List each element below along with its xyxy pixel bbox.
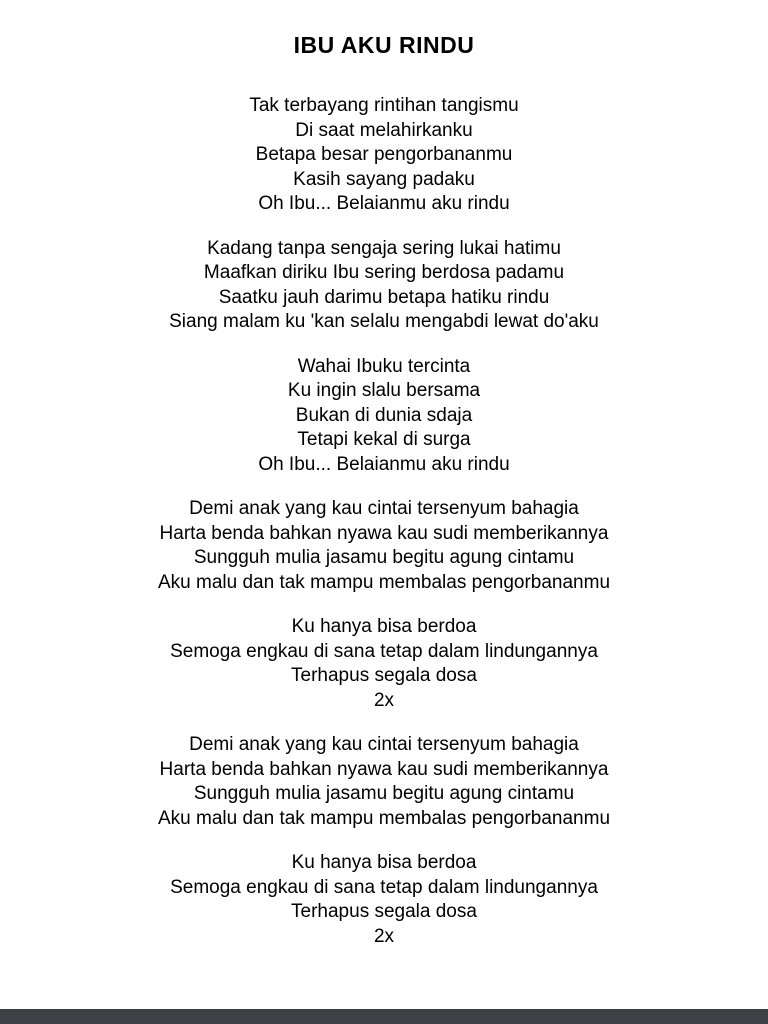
lyric-line: Kadang tanpa sengaja sering lukai hatimu bbox=[207, 237, 561, 259]
stanza bbox=[0, 497, 768, 595]
stanza bbox=[0, 355, 768, 478]
lyric-line: Harta benda bahkan nyawa kau sudi memberikannya bbox=[159, 758, 609, 780]
lyric-line: Demi anak yang kau cintai tersenyum bahagia bbox=[189, 498, 579, 519]
lyric-line: Kasih sayang padaku bbox=[293, 168, 475, 190]
lyric-line: Ku hanya bisa berdoa bbox=[291, 616, 477, 637]
lyric-line: Harta benda bahkan nyawa kau sudi memberikannya bbox=[159, 522, 609, 544]
lyric-line: Betapa besar pengorbananmu bbox=[255, 144, 513, 165]
lyric-line: Oh Ibu... Belaianmu aku rindu bbox=[258, 193, 510, 214]
lyric-line: Demi anak yang kau cintai tersenyum bahagia bbox=[189, 734, 579, 755]
lyric-line: Sungguh mulia jasamu begitu agung cintamu bbox=[193, 783, 575, 804]
stanza bbox=[0, 851, 768, 949]
lyric-line: Terhapus segala dosa bbox=[291, 665, 477, 686]
stanza bbox=[0, 237, 768, 335]
lyric-line: 2x bbox=[373, 689, 395, 711]
lyric-line: Oh Ibu... Belaianmu aku rindu bbox=[258, 453, 510, 475]
lyric-line: 2x bbox=[373, 925, 395, 947]
lyric-line: Semoga engkau di sana tetap dalam lindungannya bbox=[170, 640, 598, 662]
lyric-line: Saatku jauh darimu betapa hatiku rindu bbox=[218, 286, 550, 308]
lyric-line: Siang malam ku 'kan selalu mengabdi lewat do'aku bbox=[169, 311, 599, 332]
lyric-line: Wahai Ibuku tercinta bbox=[297, 355, 471, 377]
lyric-line: Terhapus segala dosa bbox=[291, 901, 477, 922]
lyric-line: Tak terbayang rintihan tangismu bbox=[249, 95, 519, 116]
lyric-line: Tetapi kekal di surga bbox=[297, 429, 471, 450]
lyrics-body bbox=[0, 94, 768, 949]
stanza bbox=[0, 733, 768, 831]
stanza bbox=[0, 615, 768, 713]
lyric-line: Sungguh mulia jasamu begitu agung cintamu bbox=[193, 547, 575, 568]
lyric-line: Maafkan diriku Ibu sering berdosa padamu bbox=[203, 262, 565, 283]
lyric-line: Bukan di dunia sdaja bbox=[295, 404, 473, 426]
lyric-line: Ku hanya bisa berdoa bbox=[291, 852, 477, 873]
lyric-line: Aku malu dan tak mampu membalas pengorbananmu bbox=[157, 571, 611, 593]
lyric-line: Aku malu dan tak mampu membalas pengorbananmu bbox=[157, 807, 611, 829]
lyric-line: Semoga engkau di sana tetap dalam lindungannya bbox=[170, 876, 598, 898]
lyric-line: Ku ingin slalu bersama bbox=[287, 380, 481, 401]
page-title: IBU AKU RINDU bbox=[293, 32, 475, 58]
lyric-line: Di saat melahirkanku bbox=[295, 119, 473, 141]
viewer-footer-bar bbox=[0, 1009, 768, 1024]
stanza bbox=[0, 94, 768, 217]
